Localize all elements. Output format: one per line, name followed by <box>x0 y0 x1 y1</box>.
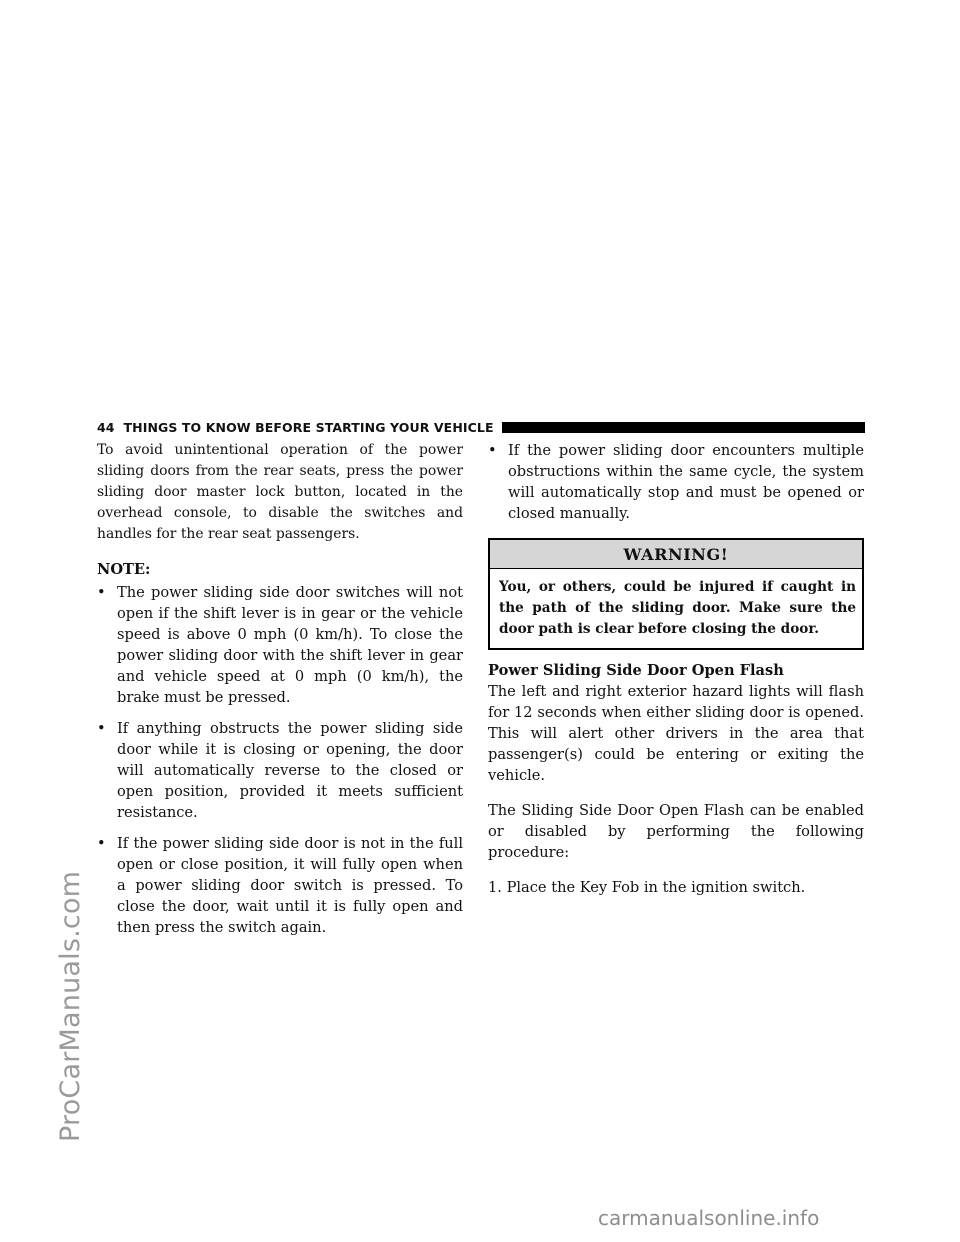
bottom-watermark: carmanualsonline.info <box>598 1206 820 1230</box>
header-text <box>97 420 494 435</box>
note-label: NOTE: <box>97 561 151 578</box>
note-bullet <box>488 440 864 524</box>
body-paragraph: The Sliding Side Door Open Flash can be enabled or disabled by performing the following procedure: <box>488 802 864 861</box>
note-bullet <box>97 833 463 938</box>
right-column <box>488 440 864 912</box>
section-running-title: THINGS TO KNOW BEFORE STARTING YOUR VEHICLE <box>123 419 494 435</box>
warning-body: You, or others, could be injured if caught in the path of the sliding door. Make sure the door path is clear before closing the door. <box>499 579 856 637</box>
header-rule <box>502 422 865 433</box>
body-paragraph: The left and right exterior hazard lights will flash for 12 seconds when either sliding door is opened. This will alert other drivers in the area that passenger(s) could be entering or exiting the vehicle. <box>488 683 864 784</box>
section-heading: Power Sliding Side Door Open Flash <box>488 662 784 679</box>
bullet-text: If the power sliding door encounters multiple obstructions within the same cycle, the system will automatically stop and must be opened or closed manually. <box>508 442 864 522</box>
procedure-step: 1. Place the Key Fob in the ignition switch. <box>488 879 806 896</box>
page-number: 44 <box>97 419 115 435</box>
intro-paragraph: To avoid unintentional operation of the power sliding doors from the rear seats, press the power sliding door master lock button, located in the overhead console, to disable the switches and handles for the rear seat passengers. <box>97 442 463 542</box>
warning-box <box>488 538 864 650</box>
side-watermark: ProCarManuals.com <box>55 870 86 1142</box>
bullet-icon: • <box>488 442 497 459</box>
note-bullet <box>97 582 463 708</box>
bullet-icon: • <box>97 720 106 737</box>
note-bullet <box>97 718 463 823</box>
bullet-icon: • <box>97 584 106 601</box>
bullet-icon: • <box>97 835 106 852</box>
left-column <box>97 440 463 948</box>
bullet-text: If the power sliding side door is not in the full open or close position, it will fully open when a power sliding door switch is pressed. To close the door, wait until it is fully open and then press the switch again. <box>117 835 463 936</box>
bullet-text: The power sliding side door switches will not open if the shift lever is in gear or the vehicle speed is above 0 mph (0 km/h). To close the power sliding door with the shift lever in gear and vehicle speed at 0 mph (0 km/h), the brake must be pressed. <box>117 584 463 706</box>
bullet-text: If anything obstructs the power sliding side door while it is closing or opening, the door will automatically reverse to the closed or open position, provided it meets sufficient resistance. <box>117 720 463 821</box>
page-header <box>97 417 865 437</box>
warning-title: WARNING! <box>490 540 862 569</box>
